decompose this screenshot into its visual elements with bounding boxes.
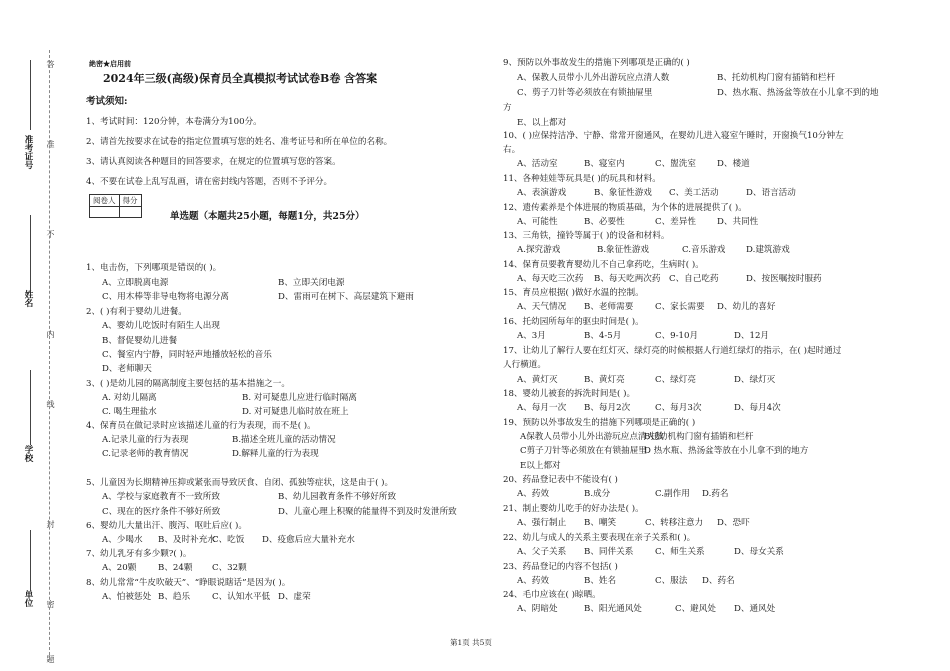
question-line: B.描述全班儿童的活动情况 <box>232 435 336 445</box>
question-line: 人行横道。 <box>503 360 546 370</box>
question-line: 23、药品登记的内容不包括( ) <box>503 562 618 572</box>
seal-char: 封 <box>46 520 55 528</box>
fill-in-line <box>30 370 31 445</box>
question-line: 方 <box>503 103 512 113</box>
question-line: A、强行制止 <box>517 518 567 528</box>
section-heading: 单选题（本题共25小题，每题1分，共25分） <box>170 211 365 222</box>
question-line: 21、制止婴幼儿吃手的好办法是( )。 <box>503 504 644 514</box>
question-line: 14、保育员要教育婴幼儿不自己拿药吃，生病时( )。 <box>503 260 704 270</box>
question-line: A、黄灯灭 <box>517 375 558 385</box>
question-line: B. 对可疑患儿应进行临时隔离 <box>242 393 357 403</box>
question-line: A、父子关系 <box>517 547 567 557</box>
margin-label: 单位 <box>23 590 33 607</box>
question-line: B、4-5月 <box>584 331 622 341</box>
question-line: C、吃饭 <box>212 535 245 545</box>
question-line: 6、婴幼儿大量出汗、腹泻、呕吐后应( )。 <box>86 521 247 531</box>
question-line: B.象征性游戏 <box>597 245 650 255</box>
secret-label: 絶密★启用前 <box>89 59 131 68</box>
question-line: B、24颗 <box>158 563 193 573</box>
fill-in-line <box>30 530 31 590</box>
margin-label: 姓名 <box>23 290 33 307</box>
question-line: D、恐吓 <box>717 518 750 528</box>
question-line: C、避风处 <box>675 604 716 614</box>
question-line: A、天气情况 <box>517 302 567 312</box>
question-line: A、药效 <box>517 576 549 586</box>
question-line: B、同伴关系 <box>584 547 634 557</box>
question-line: D.解释儿童的行为表现 <box>232 449 319 459</box>
question-line: C、师生关系 <box>655 547 705 557</box>
question-line: B、幼儿园教育条件不够好所致 <box>278 492 397 502</box>
question-line: 5、儿童因为长期精神压抑或紧张而导致厌食、自闭、孤独等症状，这是由于( )。 <box>86 478 394 488</box>
question-line: D、12月 <box>734 331 770 341</box>
notice-item: 4、不要在试卷上乱写乱画，请在密封线内答题，否则不予评分。 <box>86 177 333 187</box>
question-line: 16、托幼园所每年的驱虫时间是( )。 <box>503 317 644 327</box>
question-line: D、虚荣 <box>278 592 311 602</box>
question-line: B、黄灯亮 <box>584 375 625 385</box>
question-line: A保教人员带小儿外出游玩应点清人数 <box>520 432 664 442</box>
question-line: A、婴幼儿吃饭时有陌生人出现 <box>102 321 220 331</box>
question-line: A、每月一次 <box>517 403 567 413</box>
question-line: D、药名 <box>702 576 735 586</box>
question-line: 4、保育员在做记录时应该描述儿童的行为表现，而不是( )。 <box>86 421 316 431</box>
question-line: C、绿灯亮 <box>655 375 696 385</box>
question-line: 3、( )是幼儿园的隔离制度主要包括的基本措施之一。 <box>86 379 290 389</box>
question-line: B、老师需要 <box>584 302 634 312</box>
question-line: B、督促婴幼儿进餐 <box>102 336 178 346</box>
question-line: B、象征性游戏 <box>594 188 652 198</box>
question-line: 13、三角铁，撞铃等属于( )的设备和材料。 <box>503 231 670 241</box>
question-line: C、自己吃药 <box>669 274 719 284</box>
question-line: 8、幼儿常常“牛皮吹破天”、“睁眼说瞎话”是因为( )。 <box>86 578 291 588</box>
question-line: A.记录儿童的行为表现 <box>102 435 189 445</box>
question-line: E以上都对 <box>520 461 561 471</box>
question-line: 18、婴幼儿被套的拆洗时间是( )。 <box>503 389 636 399</box>
notice-title: 考试须知: <box>86 96 128 107</box>
question-line: 9、预防以外事故发生的措施下列哪项是正确的( ) <box>503 58 690 68</box>
question-line: 22、幼儿与成人的关系主要表现在亲子关系和( )。 <box>503 533 696 543</box>
grader-cell: 阅卷人 <box>90 195 120 207</box>
page-title: 2024年三级(高级)保育员全真模拟考试试卷B卷 含答案 <box>103 72 378 85</box>
question-line: B托幼机构门窗有插销和栏杆 <box>644 432 754 442</box>
question-line: A、保教人员带小儿外出游玩应点清人数 <box>517 73 670 83</box>
question-line: 1、电击伤，下列哪项是错误的( )。 <box>86 263 222 273</box>
score-table <box>89 194 142 218</box>
question-line: 20、药品登记表中不能设有( ) <box>503 475 618 485</box>
question-line: C、32颗 <box>212 563 247 573</box>
question-line: D、绿灯灭 <box>734 375 776 385</box>
question-line: 17、让幼儿了解行人要在红灯灭、绿灯亮的时候根据人行道红绿灯的指示，在( )起时通过 <box>503 346 842 356</box>
seal-char: 题 <box>46 655 55 663</box>
question-line: D、通风处 <box>734 604 776 614</box>
question-line: D、按医嘱按时服药 <box>746 274 822 284</box>
question-line: C、盥洗室 <box>655 159 696 169</box>
question-line: A、药效 <box>517 489 549 499</box>
seal-dashed-line <box>49 50 50 660</box>
question-line: B、寝室内 <box>584 159 625 169</box>
seal-char: 不 <box>46 230 55 238</box>
question-line: C、认知水平低 <box>212 592 271 602</box>
question-line: A、活动室 <box>517 159 558 169</box>
question-line: A、表演游戏 <box>517 188 567 198</box>
question-line: D 热水瓶、热汤盆等放在小儿拿不到的地方 <box>644 446 809 456</box>
question-line: B、每月2次 <box>584 403 631 413</box>
margin-label: 准考证号 <box>23 135 33 169</box>
question-line: B、及时补充水 <box>158 535 216 545</box>
question-line: C剪子刀针等必须放在有锁抽屉里 <box>520 446 647 456</box>
notice-item: 1、考试时间：120分钟，本卷满分为100分。 <box>86 117 262 127</box>
question-line: 7、幼儿乳牙有多少颗?( )。 <box>86 549 192 559</box>
question-line: D、疫愈后应大量补充水 <box>262 535 355 545</box>
question-line: C、用木棒等非导电物将电源分离 <box>102 292 229 302</box>
question-line: D、儿童心理上积聚的能量得不到及时发泄所致 <box>278 507 457 517</box>
question-line: 12、遗传素养是个体进展的物质基础，为个体的进展提供了( )。 <box>503 203 747 213</box>
seal-char: 准 <box>46 140 55 148</box>
question-line: 11、各种娃娃等玩具是( )的玩具和材料。 <box>503 174 661 184</box>
question-line: B、姓名 <box>584 576 617 586</box>
seal-char: 答 <box>46 60 55 68</box>
question-line: A、每天吃三次药 <box>517 274 584 284</box>
question-line: C.音乐游戏 <box>682 245 726 255</box>
question-line: A. 对幼儿隔离 <box>102 393 157 403</box>
question-line: D、母女关系 <box>734 547 784 557</box>
question-line: A、3月 <box>517 331 546 341</box>
question-line: C、服法 <box>655 576 688 586</box>
question-line: 24、毛巾应该在( )晾晒。 <box>503 590 601 600</box>
page-footer: 第1页 共5页 <box>450 638 492 647</box>
question-line: D、老师聊天 <box>102 364 152 374</box>
question-line: E、以上都对 <box>517 118 567 128</box>
question-line: C.副作用 <box>655 489 690 499</box>
question-line: A、阴暗处 <box>517 604 558 614</box>
question-line: D、楼道 <box>717 159 750 169</box>
question-line: D、语言活动 <box>746 188 796 198</box>
question-line: B、趋乐 <box>158 592 191 602</box>
question-line: B、托幼机构门窗有插销和栏杆 <box>717 73 836 83</box>
seal-char: 线 <box>46 400 55 408</box>
question-line: B、每天吃两次药 <box>594 274 661 284</box>
question-line: C、转移注意力 <box>645 518 704 528</box>
fill-in-line <box>30 60 31 130</box>
question-line: A、立即脱离电源 <box>102 278 169 288</box>
question-line: 15、育员应根据( )做好水温的控制。 <box>503 288 644 298</box>
question-line: D、共同性 <box>717 217 759 227</box>
question-line: A、怕被惩处 <box>102 592 152 602</box>
question-line: D.建筑游戏 <box>746 245 790 255</box>
question-line: A.探究游戏 <box>517 245 561 255</box>
question-line: D. 对可疑患儿临时放在班上 <box>242 407 349 417</box>
question-line: C. 喝生理盐水 <box>102 407 157 417</box>
margin-label: 学校 <box>23 445 33 462</box>
question-line: D、每月4次 <box>734 403 781 413</box>
question-line: A、少喝水 <box>102 535 143 545</box>
question-line: 19、预防以外事故发生的措施下列哪项是正确的( ) <box>503 418 696 428</box>
question-line: B、必要性 <box>584 217 625 227</box>
question-line: D.药名 <box>702 489 729 499</box>
question-line: A、20颗 <box>102 563 137 573</box>
notice-item: 3、请认真阅读各种题目的回答要求，在规定的位置填写您的答案。 <box>86 157 341 167</box>
question-line: B、嘲笑 <box>584 518 617 528</box>
question-line: 右。 <box>503 145 521 155</box>
question-line: C、美工活动 <box>669 188 719 198</box>
question-line: C、现在的医疗条件不够好所致 <box>102 507 221 517</box>
question-line: D、幼儿的喜好 <box>717 302 776 312</box>
question-line: C、每月3次 <box>655 403 702 413</box>
question-line: 10、( )应保持洁净、宁静、常常开窗通风，在婴幼儿进入寝室午睡时，开窗换气10分钟左 <box>503 131 844 141</box>
notice-item: 2、请首先按要求在试卷的指定位置填写您的姓名、准考证号和所在单位的名称。 <box>86 137 393 147</box>
question-line: B、立即关闭电源 <box>278 278 345 288</box>
seal-char: 内 <box>46 330 55 338</box>
question-line: D、雷雨可在树下、高层建筑下避雨 <box>278 292 414 302</box>
question-line: 2、( )有利于婴幼儿进餐。 <box>86 307 187 317</box>
question-line: C、家长需要 <box>655 302 705 312</box>
question-line: C、差异性 <box>655 217 696 227</box>
question-line: B、阳光通风处 <box>584 604 642 614</box>
question-line: A、可能性 <box>517 217 558 227</box>
question-line: D、热水瓶、热汤盆等放在小儿拿不到的地 <box>717 88 879 98</box>
question-line: C、9-10月 <box>655 331 699 341</box>
question-line: C.记录老师的教育情况 <box>102 449 189 459</box>
fill-in-line <box>30 215 31 290</box>
seal-char: 密 <box>46 600 55 608</box>
score-cell: 得分 <box>119 195 141 207</box>
question-line: B.成分 <box>584 489 611 499</box>
question-line: C、剪子刀针等必须放在有锁抽屉里 <box>517 88 653 98</box>
question-line: A、学校与家庭教育不一致所致 <box>102 492 220 502</box>
question-line: C、餐室内宁静，同时轻声地播放轻松的音乐 <box>102 350 272 360</box>
